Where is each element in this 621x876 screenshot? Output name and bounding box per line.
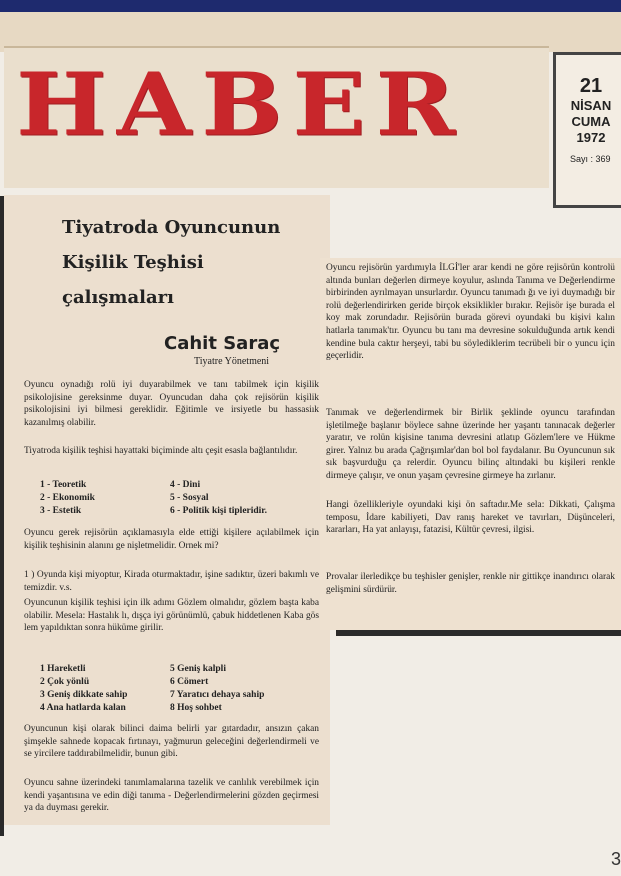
paragraph: Tanımak ve değerlendirmek bir Birlik şeklinde oyuncu tarafından işletilmeğe başlanır böylece sahne üzerinde her yaşantı tanınacak değerler yaratır, ve rolün kişisine tanıma devresini atlatıp Gözlem'lere ve Hükme girer. Yalnız bu arada Çağrışımlar'dan bol bol faydalanır. Bu Oyuncunun sık sık başvurduğu ça relerdir. Oyuncu bilinç altındaki bu kişileri renkle dirmeye çalışır, ve onun yaşam çevresine girmeye ha zırlanır.	[326, 408, 615, 481]
date-box	[553, 52, 621, 208]
newspaper-masthead	[4, 46, 549, 188]
paragraph: 1 ) Oyunda kişi miyoptur, Kirada oturmaktadır, işine sadıktır, üzeri bakımlı ve temizdir. v.s.	[24, 570, 319, 593]
paragraph: Hangi özellikleriyle oyundaki kişi ön saftadır.Me sela: Dikkati, Çalışma temposu, İdare kabiliyeti, Dav ranış hareket ve tavırları, Düşünceleri, kararları, Ha yat anlayışı, fatazisi, Kültür çevresi, ilgisi.	[326, 500, 615, 536]
paragraph: Oyuncu rejisörün yardımıyla İLGİ'ler arar kendi ne göre rejisörün kontrolü altında bunları değerlen dirmeye koyulur, aslında Tanıma ve Değerlendirme birbirinden ayrılmayan unsurlardır. Oyuncu tanımadı ğı ve iyi duymadığı bir rolü değerlendirirken geride birçok eksiklikler bırakır. Rejisör işe burada el koy mak zorundadır. Rejisörün burada görevi oyundaki bu kişivi kalın hatlarla tanımak'tır. Oyuncu bu tanı ma devresine sokulduğunda artık kendi kendine bula caktır herşeyi, tabi bu söylediklerim tecrübeli bir o yuncu için geçerlidir.	[326, 263, 615, 362]
title-line: Tiyatroda Oyuncunun	[62, 217, 281, 238]
personality-types-list	[40, 479, 335, 518]
article-clipping-right	[320, 258, 621, 630]
date-month: NİSAN	[570, 98, 612, 113]
paragraph: Oyuncunun kişi olarak bilinci daima belirli yar gıtardadır, ansızın çakan şimşekle sahnede kopacak fırtınayı, yağmurun geleceğini değerlendirmeli ve se yircilere taddırabilmelidir, bunun gibi.	[24, 724, 319, 760]
list-item: 2 Çok yönlü 6 Cömert	[40, 677, 209, 687]
paragraph: Oyuncu oynadığı rolü iyi duyarabilmek ve tanı tabilmek için kişilik psikolojisine gereksinme duyar. Oyuncudan daha çok rejisörün kişilik psikolojisini iyi bilmesi gereklidir. Eğitimle ve irsiyetle bu hassasiık kazanılmış olabilir.	[24, 380, 319, 428]
divider	[336, 630, 621, 636]
paragraph: Provalar ilerledikçe bu teşhisler genişler, renkle nir gittikçe inandırıcı olarak gelişmini sürdürür.	[326, 572, 615, 595]
author-role: Tiyatre Yönetmeni	[194, 356, 270, 367]
paragraph: Oyuncu sahne üzerindeki tanımlamalarına tazelik ve canlılık verebilmek için kendi yaşantısına ve edin diği tanıma - Değerlendirmelerini gözden geçirmesi ya da duyması gerekir.	[24, 778, 319, 814]
list-item: 3 Geniş dikkate sahip 7 Yaratıcı dehaya sahip	[40, 690, 265, 700]
article-clipping-left	[4, 195, 330, 825]
date-day: 21	[579, 75, 603, 97]
newspaper-logo: HABER	[16, 53, 466, 156]
list-item: 3 - Estetik 6 - Politik kişi tipleridir.	[40, 506, 268, 516]
scan-border	[0, 0, 621, 12]
paragraph: Tiyatroda kişilik teşhisi hayattaki biçiminde altı çeşit esasla bağlantılıdır.	[24, 446, 298, 456]
author-name: Cahit Saraç	[164, 333, 281, 354]
paragraph: Oyuncu gerek rejisörün açıklamasıyla elde ettiği kişilere açılabilmek için kişilik teşhisinin alanını ge nişletmelidir. Ornek mi?	[24, 528, 319, 551]
date-weekday: CUMA	[571, 114, 611, 129]
title-line: Kişilik Teşhisi	[62, 252, 204, 273]
paragraph: Oyuncunun kişilik teşhisi için ilk adımı Gözlem olmalıdır, gözlem başta kaba olabilir. Mesela: Hastalık lı, dışça iyi görünümlü, çabuk hiddetlenen Kaba gös lem yapıldıktan sonra hüküme girilir.	[24, 598, 319, 634]
date-year: 1972	[576, 130, 606, 145]
list-item: 1 Hareketli 5 Geniş kalpli	[40, 664, 226, 674]
title-line: çalışmaları	[62, 287, 174, 308]
issue-number: Sayı : 369	[570, 154, 611, 164]
traits-list	[40, 663, 335, 715]
article-title	[62, 210, 322, 315]
page-mark: 3	[610, 849, 621, 869]
list-item: 4 Ana hatlarda kalan 8 Hoş sohbet	[40, 703, 222, 713]
list-item: 1 - Teoretik 4 - Dini	[40, 480, 201, 490]
list-item: 2 - Ekonomik 5 - Sosyal	[40, 493, 209, 503]
